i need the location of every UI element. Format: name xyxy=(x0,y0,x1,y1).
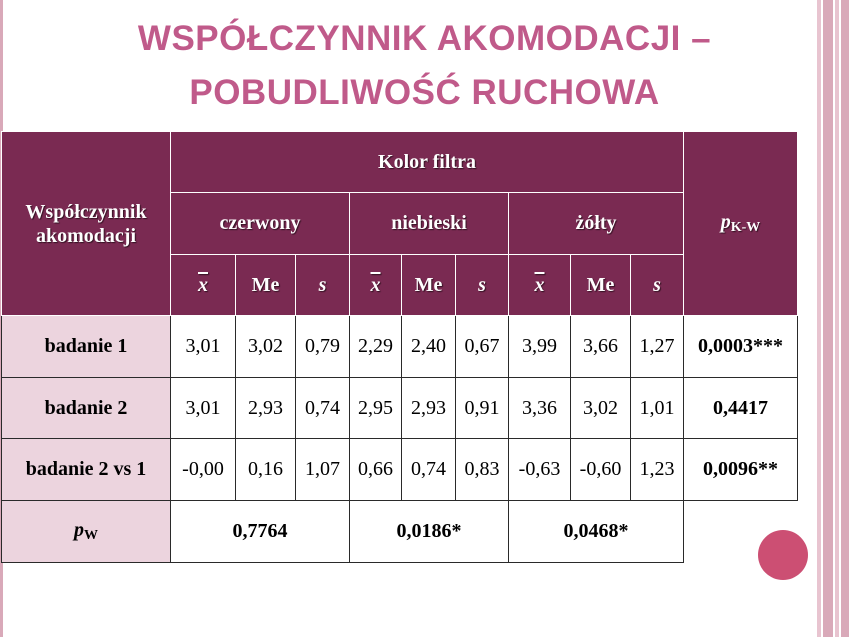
pkw-value: 0,0096** xyxy=(684,439,798,501)
table-cell: 0,74 xyxy=(402,439,456,501)
table-cell: 1,07 xyxy=(296,439,350,501)
row-label: badanie 1 xyxy=(2,316,171,378)
pkw-header xyxy=(684,132,798,316)
stat-mean: $\overline{x}$ xyxy=(198,273,208,296)
table-cell: 1,01 xyxy=(631,378,684,439)
title-line-2: POBUDLIWOŚĆ RUCHOWA xyxy=(189,73,660,112)
pw-row xyxy=(2,501,798,563)
color-header-zolty: żółty xyxy=(509,193,684,255)
table-cell: 0,74 xyxy=(296,378,350,439)
table-cell: 2,93 xyxy=(402,378,456,439)
pw-label xyxy=(2,501,171,563)
table-cell: 2,93 xyxy=(236,378,296,439)
pkw-p: p xyxy=(720,211,731,233)
stat-median: Me xyxy=(402,255,456,316)
table-cell: 3,99 xyxy=(509,316,571,378)
table-cell: 2,29 xyxy=(350,316,402,378)
table-row xyxy=(2,439,798,501)
decorative-circle xyxy=(758,530,808,580)
stat-sd: s xyxy=(456,255,509,316)
stat-median: Me xyxy=(571,255,631,316)
table-cell: 0,66 xyxy=(350,439,402,501)
table-row xyxy=(2,378,798,439)
table-cell: 3,66 xyxy=(571,316,631,378)
table-cell: 3,36 xyxy=(509,378,571,439)
stat-mean: $\overline{x}$ xyxy=(534,273,545,296)
table-cell: 3,02 xyxy=(236,316,296,378)
table-row xyxy=(2,316,798,378)
table-cell: 2,40 xyxy=(402,316,456,378)
color-header-niebieski: niebieski xyxy=(350,193,509,255)
table-cell: 0,79 xyxy=(296,316,350,378)
stat-mean: $\overline{x}$ xyxy=(370,273,381,296)
table-cell: 1,27 xyxy=(631,316,684,378)
table-cell: -0,00 xyxy=(171,439,236,501)
table-cell: 0,67 xyxy=(456,316,509,378)
pw-value-zolty: 0,0468* xyxy=(509,501,684,563)
pkw-value: 0,4417 xyxy=(684,378,798,439)
table-cell: 0,16 xyxy=(236,439,296,501)
stat-sd: s xyxy=(631,255,684,316)
table-cell: 0,83 xyxy=(456,439,509,501)
table-cell: 3,02 xyxy=(571,378,631,439)
header-row-1 xyxy=(2,132,798,193)
results-table xyxy=(1,131,798,563)
table-cell: 2,95 xyxy=(350,378,402,439)
row-label: badanie 2 xyxy=(2,378,171,439)
pw-p: p xyxy=(74,519,84,541)
table-cell: 3,01 xyxy=(171,378,236,439)
slide-title xyxy=(0,12,849,120)
table-cell: -0,63 xyxy=(509,439,571,501)
table-cell: 3,01 xyxy=(171,316,236,378)
pw-value-niebieski: 0,0186* xyxy=(350,501,509,563)
pw-sub: W xyxy=(84,528,98,543)
table-cell: -0,60 xyxy=(571,439,631,501)
title-line-1: WSPÓŁCZYNNIK AKOMODACJI – xyxy=(137,19,712,58)
pkw-value: 0,0003*** xyxy=(684,316,798,378)
row-header-label: Współczynnik akomodacji xyxy=(2,132,171,316)
color-header-czerwony: czerwony xyxy=(171,193,350,255)
table-cell: 1,23 xyxy=(631,439,684,501)
pw-value-czerwony: 0,7764 xyxy=(171,501,350,563)
table-cell: 0,91 xyxy=(456,378,509,439)
group-header-kolor-filtra: Kolor filtra xyxy=(171,132,684,193)
pkw-sub: K-W xyxy=(730,220,761,235)
results-table-container xyxy=(1,131,798,563)
row-label: badanie 2 vs 1 xyxy=(2,439,171,501)
stat-sd: s xyxy=(296,255,350,316)
stat-median: Me xyxy=(236,255,296,316)
